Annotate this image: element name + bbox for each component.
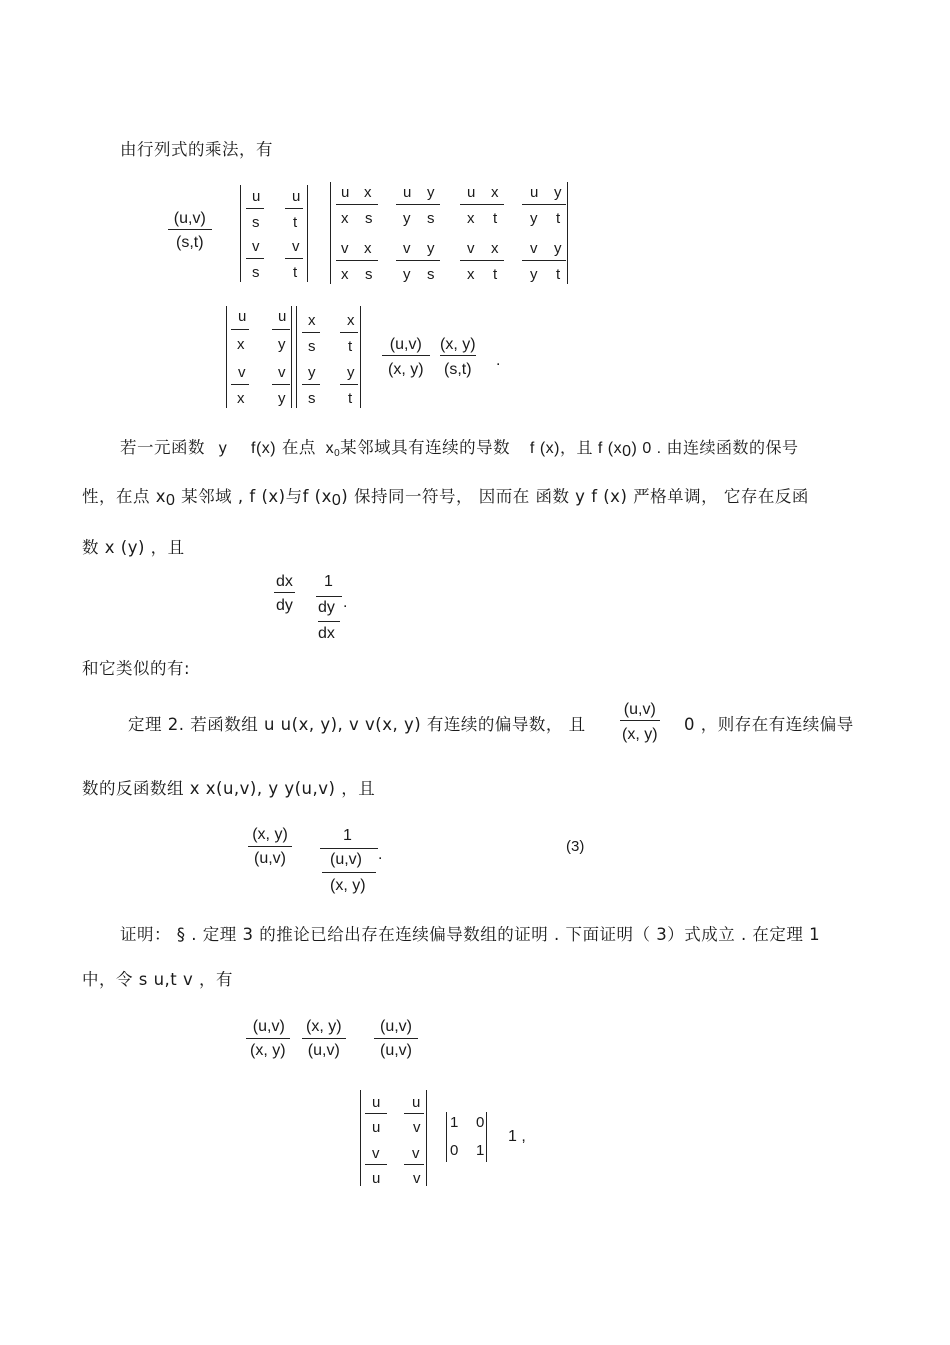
determinant-bar — [330, 182, 331, 284]
subscript: 0 — [166, 492, 176, 509]
fraction: $\frac{(x, y)}{(s,t)}$ — [440, 336, 476, 378]
partial-den: s — [308, 390, 316, 407]
partial-den: t — [493, 266, 498, 283]
fraction-bar — [340, 384, 358, 385]
partial-num: v — [341, 240, 349, 257]
text: 某邻域 , f (x)与f (x — [175, 487, 332, 506]
partial-den: x — [237, 390, 245, 407]
math-expr: f (x)，且 f (x — [529, 440, 623, 457]
result-value: 1 , — [508, 1128, 526, 1145]
partial-num: v — [403, 240, 411, 257]
fraction-bar — [460, 204, 504, 205]
fraction: $\frac{(u,v)}{(x, y)}$ — [382, 336, 430, 379]
fraction-bar — [340, 332, 358, 333]
partial-den: v — [413, 1170, 421, 1187]
partial-num: u — [341, 184, 350, 201]
paragraph-line: 定理 2. 若函数组 u u(x, y), v v(x, y) 有连续的偏导数， 且 — [128, 715, 586, 734]
inner-den: dx — [318, 625, 335, 642]
partial-num: y — [308, 364, 316, 381]
fraction-bar — [231, 384, 249, 385]
fraction-bar — [285, 258, 303, 259]
partial-den: t — [556, 210, 561, 227]
math-var — [326, 440, 341, 457]
fraction-bar — [302, 332, 320, 333]
fraction-bar — [396, 204, 440, 205]
fraction-bar — [404, 1164, 424, 1165]
math-expr: ) 0 . 由连续函数的保号 — [631, 440, 799, 457]
paragraph-line: 和它类似的有: — [82, 659, 191, 678]
determinant-bar — [296, 306, 297, 408]
matrix-entry: 1 — [450, 1114, 459, 1131]
partial-num: u — [238, 308, 247, 325]
text: 在点 — [281, 438, 316, 457]
fraction: $\frac{(u,v)}{(s,t)}$ — [168, 210, 212, 252]
determinant-bar — [307, 185, 308, 282]
partial-den: s — [427, 266, 435, 283]
math-var: y — [218, 440, 228, 457]
partial-den: y — [403, 266, 411, 283]
equation-number: (3) — [566, 838, 585, 855]
partial-den: s — [365, 266, 373, 283]
partial-num: v — [412, 1145, 420, 1162]
determinant-bar — [446, 1112, 447, 1162]
fraction-bar — [460, 260, 504, 261]
partial-num: y — [554, 184, 562, 201]
determinant-bar — [426, 1090, 427, 1186]
partial-num: v — [252, 238, 260, 255]
partial-den: y — [278, 336, 286, 353]
partial-den: t — [493, 210, 498, 227]
fraction-bar — [320, 848, 378, 849]
inner-num: dy — [318, 599, 335, 616]
partial-den: t — [293, 264, 298, 281]
partial-den: y — [530, 266, 538, 283]
partial-num: u — [252, 188, 261, 205]
fraction-bar — [404, 1113, 424, 1114]
partial-den: s — [252, 264, 260, 281]
text: ) 保持同一符号， 因而在 函数 y f (x) 严格单调， 它存在反函 — [341, 487, 809, 506]
inner-den: (x, y) — [330, 877, 366, 894]
partial-num: y — [427, 184, 435, 201]
fraction-bar — [522, 204, 566, 205]
paragraph-line: 数 x (y) ，且 — [82, 538, 185, 557]
partial-num: u — [372, 1094, 381, 1111]
fraction: $\frac{(x, y)}{(u,v)}$ — [248, 826, 292, 868]
partial-den: x — [467, 266, 475, 283]
period: . — [343, 594, 348, 611]
text: 若一元函数 — [120, 438, 205, 457]
partial-num: x — [491, 240, 499, 257]
matrix-entry: 1 — [476, 1142, 485, 1159]
partial-den: s — [308, 338, 316, 355]
determinant-bar — [360, 1090, 361, 1186]
partial-num: v — [530, 240, 538, 257]
paragraph-line: 中，令 s u,t v ，有 — [82, 970, 234, 989]
fraction-bar — [336, 260, 378, 261]
partial-den: s — [365, 210, 373, 227]
partial-num: u — [412, 1094, 421, 1111]
fraction-bar — [272, 384, 290, 385]
partial-den: t — [293, 214, 298, 231]
partial-den: x — [467, 210, 475, 227]
fraction: $\frac{(u,v)}{(x, y)}$ — [246, 1018, 290, 1060]
fraction-bar — [231, 329, 249, 330]
partial-num: x — [347, 312, 355, 329]
partial-num: u — [467, 184, 476, 201]
partial-num: x — [308, 312, 316, 329]
fraction-bar — [246, 258, 264, 259]
partial-den: y — [278, 390, 286, 407]
fraction-bar — [272, 329, 290, 330]
partial-den: v — [413, 1119, 421, 1136]
subscript: 0 — [622, 443, 632, 460]
inner-num: (u,v) — [330, 851, 362, 868]
fraction-bar — [396, 260, 440, 261]
determinant-bar — [291, 306, 292, 408]
partial-num: u — [278, 308, 287, 325]
partial-num: v — [292, 238, 300, 255]
paragraph-line — [120, 434, 799, 461]
partial-num: y — [347, 364, 355, 381]
partial-num: v — [278, 364, 286, 381]
fraction: $\frac{dx}{dy}$ — [276, 573, 293, 614]
partial-num: x — [364, 240, 372, 257]
determinant-bar — [360, 306, 361, 408]
partial-num: x — [364, 184, 372, 201]
fraction-bar — [522, 260, 566, 261]
partial-den: t — [348, 390, 353, 407]
partial-num: u — [403, 184, 412, 201]
determinant-bar — [226, 306, 227, 408]
subscript: 0 — [331, 492, 342, 509]
partial-num: v — [467, 240, 475, 257]
partial-num: v — [372, 1145, 380, 1162]
partial-den: y — [530, 210, 538, 227]
partial-num: v — [238, 364, 246, 381]
period: . — [496, 352, 501, 369]
paragraph-line: 证明： § . 定理 3 的推论已给出存在连续偏导数组的证明 . 下面证明（ 3）式成立 . 在定理 1 — [120, 925, 821, 944]
determinant-bar — [567, 182, 568, 284]
partial-num: x — [491, 184, 499, 201]
fraction-bar — [322, 872, 376, 873]
determinant-bar — [486, 1112, 487, 1162]
fraction-bar — [302, 384, 320, 385]
determinant-bar — [240, 185, 241, 282]
partial-den: y — [403, 210, 411, 227]
paragraph-line — [82, 483, 809, 510]
fraction-bar — [336, 204, 378, 205]
partial-num: u — [530, 184, 539, 201]
matrix-entry: 0 — [450, 1142, 459, 1159]
math-var-x: x — [325, 440, 335, 457]
fraction: $\frac{(x, y)}{(u,v)}$ — [300, 1018, 348, 1060]
period: . — [378, 846, 383, 863]
partial-den: u — [372, 1170, 381, 1187]
fraction-bar — [365, 1113, 387, 1114]
matrix-entry: 0 — [476, 1114, 485, 1131]
paragraph-line: 数的反函数组 x x(u,v), y y(u,v) ，且 — [82, 779, 376, 798]
partial-den: u — [372, 1119, 381, 1136]
numerator: 1 — [324, 573, 333, 590]
partial-den: x — [341, 210, 349, 227]
math-expr: f(x) — [251, 440, 277, 457]
partial-den: s — [427, 210, 435, 227]
fraction-bar — [318, 621, 340, 622]
fraction: $\frac{(u,v)}{(u,v)}$ — [374, 1018, 418, 1060]
partial-den: t — [556, 266, 561, 283]
text: 性，在点 x — [82, 487, 167, 506]
partial-den: x — [237, 336, 245, 353]
fraction-bar — [246, 208, 264, 209]
text: 某邻域具有连续的导数 — [340, 438, 511, 457]
partial-den: x — [341, 266, 349, 283]
fraction: $\frac{(u,v)}{(x, y)}$ — [622, 701, 658, 743]
paragraph-line: 0 ，则存在有连续偏导 — [684, 715, 854, 734]
subscript: 0 — [334, 448, 341, 459]
numerator: 1 — [343, 827, 352, 844]
fraction-bar — [316, 596, 342, 597]
partial-den: t — [348, 338, 353, 355]
paragraph-line: 由行列式的乘法，有 — [120, 140, 273, 159]
partial-den: s — [252, 214, 260, 231]
partial-num: u — [292, 188, 301, 205]
partial-num: y — [554, 240, 562, 257]
fraction-bar — [365, 1164, 387, 1165]
partial-num: y — [427, 240, 435, 257]
fraction-bar — [285, 208, 303, 209]
